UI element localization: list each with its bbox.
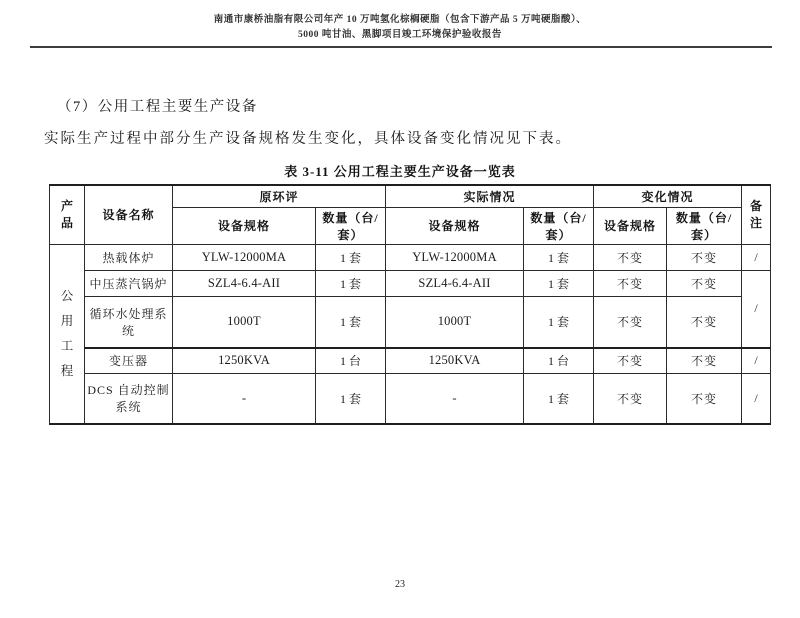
actual-qty-cell: 1 套 bbox=[524, 270, 594, 296]
orig-qty-cell: 1 台 bbox=[316, 348, 386, 373]
running-header-line2: 5000 吨甘油、黑脚项目竣工环境保护验收报告 bbox=[298, 30, 502, 40]
col-header-actual-quantity: 数量（台/套） bbox=[524, 207, 594, 244]
section-heading: （7）公用工程主要生产设备 bbox=[57, 99, 258, 115]
orig-spec-cell: 1250KVA bbox=[173, 348, 316, 373]
orig-qty-cell: 1 套 bbox=[316, 270, 386, 296]
body-paragraph: 实际生产过程中部分生产设备规格发生变化，具体设备变化情况见下表。 bbox=[44, 131, 572, 147]
actual-qty-cell: 1 台 bbox=[524, 348, 594, 373]
change-qty-cell: 不变 bbox=[667, 270, 742, 296]
table-row bbox=[50, 348, 771, 373]
orig-qty-cell: 1 套 bbox=[316, 296, 386, 348]
change-spec-cell: 不变 bbox=[594, 348, 667, 373]
equipment-name-cell: 变压器 bbox=[85, 348, 173, 373]
change-spec-cell: 不变 bbox=[594, 244, 667, 270]
actual-spec-cell: - bbox=[386, 373, 524, 424]
change-spec-cell: 不变 bbox=[594, 296, 667, 348]
col-header-actual-spec: 设备规格 bbox=[386, 207, 524, 244]
col-header-change-quantity: 数量（台/套） bbox=[667, 207, 742, 244]
col-group-actual-situation: 实际情况 bbox=[386, 185, 594, 207]
actual-qty-cell: 1 套 bbox=[524, 373, 594, 424]
equipment-name-cell: 热载体炉 bbox=[85, 244, 173, 270]
equipment-name-cell: 中压蒸汽锅炉 bbox=[85, 270, 173, 296]
actual-spec-cell: 1250KVA bbox=[386, 348, 524, 373]
orig-qty-cell: 1 套 bbox=[316, 373, 386, 424]
change-qty-cell: 不变 bbox=[667, 296, 742, 348]
actual-spec-cell: 1000T bbox=[386, 296, 524, 348]
orig-spec-cell: 1000T bbox=[173, 296, 316, 348]
table-row bbox=[50, 373, 771, 424]
col-group-change-situation: 变化情况 bbox=[594, 185, 742, 207]
col-header-orig-quantity: 数量（台/套） bbox=[316, 207, 386, 244]
change-qty-cell: 不变 bbox=[667, 348, 742, 373]
change-qty-cell: 不变 bbox=[667, 244, 742, 270]
col-header-remark: 备注 bbox=[742, 185, 771, 244]
orig-spec-cell: YLW-12000MA bbox=[173, 244, 316, 270]
running-header-line1: 南通市康桥油脂有限公司年产 10 万吨氢化棕榈硬脂（包含下游产品 5 万吨硬脂酸）、 bbox=[213, 15, 587, 25]
change-spec-cell: 不变 bbox=[594, 270, 667, 296]
table-caption: 表 3-11 公用工程主要生产设备一览表 bbox=[284, 164, 516, 179]
change-qty-cell: 不变 bbox=[667, 373, 742, 424]
col-group-original-eia: 原环评 bbox=[173, 185, 386, 207]
table-row bbox=[50, 244, 771, 270]
remark-cell: / bbox=[742, 244, 771, 270]
running-header bbox=[0, 13, 800, 43]
table-row bbox=[50, 270, 771, 296]
actual-spec-cell: SZL4-6.4-AII bbox=[386, 270, 524, 296]
remark-cell-merged: / bbox=[742, 270, 771, 348]
orig-spec-cell: SZL4-6.4-AII bbox=[173, 270, 316, 296]
actual-spec-cell: YLW-12000MA bbox=[386, 244, 524, 270]
remark-cell: / bbox=[742, 373, 771, 424]
actual-qty-cell: 1 套 bbox=[524, 296, 594, 348]
product-group-cell: 公用工程 bbox=[50, 244, 85, 424]
col-header-change-spec: 设备规格 bbox=[594, 207, 667, 244]
page-number: 23 bbox=[395, 579, 405, 590]
remark-cell: / bbox=[742, 348, 771, 373]
equipment-table bbox=[49, 184, 771, 425]
col-header-product: 产品 bbox=[50, 185, 85, 244]
equipment-name-cell: DCS 自动控制系统 bbox=[85, 373, 173, 424]
col-header-equipment-name: 设备名称 bbox=[85, 185, 173, 244]
header-divider bbox=[30, 46, 772, 48]
actual-qty-cell: 1 套 bbox=[524, 244, 594, 270]
orig-spec-cell: - bbox=[173, 373, 316, 424]
orig-qty-cell: 1 套 bbox=[316, 244, 386, 270]
equipment-name-cell: 循环水处理系统 bbox=[85, 296, 173, 348]
change-spec-cell: 不变 bbox=[594, 373, 667, 424]
col-header-orig-spec: 设备规格 bbox=[173, 207, 316, 244]
table-row bbox=[50, 296, 771, 348]
